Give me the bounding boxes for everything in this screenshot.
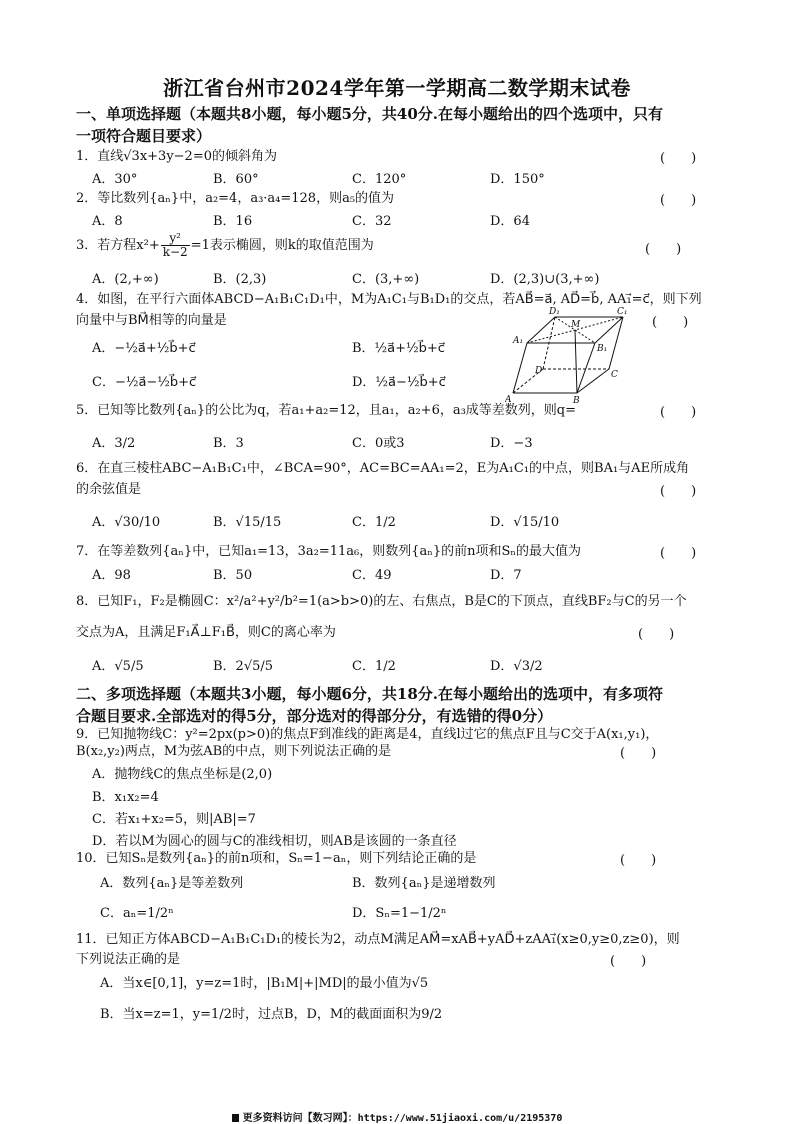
q10-stem: 10．已知Sₙ是数列{aₙ}的前n项和，Sₙ=1−aₙ，则下列结论正确的是 — [76, 851, 477, 866]
edge-aa1 — [513, 343, 527, 393]
q11-stem-line1: 11．已知正方体ABCD−A₁B₁C₁D₁的棱长为2，动点M满足AM⃗=xAB⃗+yAD⃗+zAA₁⃗(x≥0,y≥0,z≥0)，则 — [76, 932, 680, 947]
q3-option-a: A．(2,+∞) — [92, 272, 159, 287]
q10-option-c: C．aₙ=1/2ⁿ — [100, 906, 174, 921]
q3-option-c: C．(3,+∞) — [352, 272, 420, 287]
q7-answer-paren: ( ) — [660, 546, 697, 561]
label-m: M — [571, 320, 581, 330]
q11-option-a: A．当x∈[0,1]，y=z=1时，|B₁M|+|MD|的最小值为√5 — [100, 976, 429, 991]
q3-fraction-num: y² — [161, 232, 190, 246]
q5-option-c: C．0或3 — [352, 436, 405, 451]
q6-option-b: B．√15/15 — [213, 515, 282, 530]
section2-line1: 二、多项选择题（本题共3小题，每小题6分，共18分.在每小题给出的选项中，有多项符 — [76, 685, 663, 703]
parallelepiped-figure — [505, 305, 645, 405]
q6-stem-line1: 6．在直三棱柱ABC−A₁B₁C₁中，∠BCA=90°，AC=BC=AA₁=2，E为A₁C₁的中点，则BA₁与AE所成角 — [76, 461, 690, 476]
section1-heading — [76, 103, 736, 147]
q9-option-c: C．若x₁+x₂=5，则|AB|=7 — [92, 812, 256, 827]
footer-text: 更多资料访问【数习网】：https://www.51jiaoxi.com/u/2195370 — [242, 1113, 563, 1124]
q3-fraction-den: k−2 — [162, 245, 188, 259]
q7-stem: 7．在等差数列{aₙ}中，已知a₁=13，3a₂=11a₆，则数列{aₙ}的前n项和Sₙ的最大值为 — [76, 544, 582, 559]
label-c: C — [611, 370, 618, 380]
q7-option-d: D．7 — [490, 568, 522, 583]
flag-icon — [232, 1114, 239, 1122]
q8-option-b: B．2√5/5 — [213, 659, 274, 674]
q1-answer-paren: ( ) — [660, 151, 697, 166]
q5-stem: 5．已知等比数列{aₙ}的公比为q，若a₁+a₂=12，且a₁，a₂+6，a₃成等差数列，则q= — [76, 403, 577, 418]
edge-a1d1 — [527, 317, 555, 343]
section2-line2: 合题目要求.全部选对的得5分，部分选对的得部分分，有选错的得0分） — [76, 707, 553, 725]
q9-option-d: D．若以M为圆心的圆与C的准线相切，则AB是该圆的一条直径 — [92, 834, 457, 849]
label-d1: D₁ — [549, 307, 560, 317]
q3-option-d: D．(2,3)∪(3,+∞) — [490, 272, 600, 287]
q8-option-d: D．√3/2 — [490, 659, 543, 674]
q3-fraction — [161, 232, 190, 259]
q11-option-b: B．当x=z=1，y=1/2时，过点B，D，M的截面面积为9/2 — [100, 1007, 443, 1022]
q4-option-b: B．½a⃗+½b⃗+c⃗ — [352, 341, 445, 356]
q9-stem-line2: B(x₂,y₂)两点，M为弦AB的中点，则下列说法正确的是 — [76, 744, 392, 759]
exam-title: 浙江省台州市2024学年第一学期高二数学期末试卷 — [163, 76, 631, 100]
q4-stem-line2: 向量中与BM⃗相等的向量是 — [76, 313, 227, 328]
q3-stem — [76, 232, 736, 260]
label-b1: B₁ — [597, 344, 608, 354]
q8-stem-line2: 交点为A，且满足F₁A⃗⊥F₁B⃗，则C的离心率为 — [76, 625, 336, 640]
q1-stem: 1．直线√3x+3y−2=0的倾斜角为 — [76, 149, 277, 164]
q6-stem-line2: 的余弦值是 — [76, 482, 142, 497]
footer-link[interactable] — [0, 1109, 794, 1124]
q2-option-d: D．64 — [490, 214, 530, 229]
q5-answer-paren: ( ) — [660, 405, 697, 420]
q6-option-c: C．1/2 — [352, 515, 396, 530]
q6-answer-paren: ( ) — [660, 484, 697, 499]
q8-option-a: A．√5/5 — [92, 659, 144, 674]
q10-answer-paren: ( ) — [620, 853, 657, 868]
q1-option-a: A．30° — [92, 172, 138, 187]
section2-heading — [76, 683, 736, 727]
q3-stem-pre: 3．若方程x²+ — [76, 238, 160, 253]
q9-stem-line1: 9．已知抛物线C：y²=2px(p>0)的焦点F到准线的距离是4，直线l过它的焦点F且与C交于A(x₁,y₁)， — [76, 727, 659, 742]
q2-stem: 2．等比数列{aₙ}中，a₂=4，a₃·a₄=128，则a₅的值为 — [76, 191, 395, 206]
q7-option-a: A．98 — [92, 568, 131, 583]
edge-cc1 — [609, 317, 623, 369]
q10-option-b: B．数列{aₙ}是递增数列 — [352, 876, 496, 891]
q2-answer-paren: ( ) — [660, 193, 697, 208]
q6-option-d: D．√15/10 — [490, 515, 560, 530]
q7-option-c: C．49 — [352, 568, 392, 583]
q11-stem-line2: 下列说法正确的是 — [76, 952, 181, 967]
q8-answer-paren: ( ) — [638, 627, 675, 642]
q4-option-a: A．−½a⃗+½b⃗+c⃗ — [92, 341, 196, 356]
q9-option-b: B．x₁x₂=4 — [92, 790, 159, 805]
q7-option-b: B．50 — [213, 568, 253, 583]
q3-answer-paren: ( ) — [645, 242, 682, 257]
section1-line1: 一、单项选择题（本题共8小题，每小题5分，共40分.在每小题给出的四个选项中，只有 — [76, 105, 663, 123]
label-a: A — [505, 395, 512, 405]
section1-line2: 一项符合题目要求） — [76, 127, 212, 145]
q4-answer-paren: ( ) — [652, 315, 689, 330]
q3-stem-post: =1表示椭圆，则k的取值范围为 — [190, 238, 374, 253]
segment-bm — [575, 330, 577, 393]
edge-bb1 — [577, 343, 595, 393]
q10-option-d: D．Sₙ=1−1/2ⁿ — [352, 906, 447, 921]
q2-option-c: C．32 — [352, 214, 392, 229]
q11-answer-paren: ( ) — [610, 954, 647, 969]
label-d: D — [535, 366, 543, 376]
q3-option-b: B．(2,3) — [213, 272, 267, 287]
q1-option-c: C．120° — [352, 172, 407, 187]
q2-option-a: A．8 — [92, 214, 123, 229]
q6-option-a: A．√30/10 — [92, 515, 161, 530]
label-b: B — [573, 396, 580, 405]
q8-stem-line1: 8．已知F₁，F₂是椭圆C：x²/a²+y²/b²=1(a>b>0)的左、右焦点，B是C的下顶点，直线BF₂与C的另一个 — [76, 594, 687, 609]
q4-option-c: C．−½a⃗−½b⃗+c⃗ — [92, 375, 197, 390]
q2-option-b: B．16 — [213, 214, 253, 229]
q1-option-d: D．150° — [490, 172, 545, 187]
q9-option-a: A．抛物线C的焦点坐标是(2,0) — [92, 767, 273, 782]
label-a1: A₁ — [513, 336, 524, 346]
label-c1: C₁ — [617, 307, 628, 317]
q5-option-d: D．−3 — [490, 436, 533, 451]
q1-option-b: B．60° — [213, 172, 259, 187]
q9-answer-paren: ( ) — [620, 746, 657, 761]
q4-stem-line1: 4．如图，在平行六面体ABCD−A₁B₁C₁D₁中，M为A₁C₁与B₁D₁的交点，若AB⃗=a⃗, AD⃗=b⃗, AA₁⃗=c⃗，则下列 — [76, 292, 702, 307]
q4-option-d: D．½a⃗−½b⃗+c⃗ — [352, 375, 446, 390]
q8-option-c: C．1/2 — [352, 659, 396, 674]
q10-option-a: A．数列{aₙ}是等差数列 — [100, 876, 244, 891]
q5-option-a: A．3/2 — [92, 436, 136, 451]
q5-option-b: B．3 — [213, 436, 244, 451]
